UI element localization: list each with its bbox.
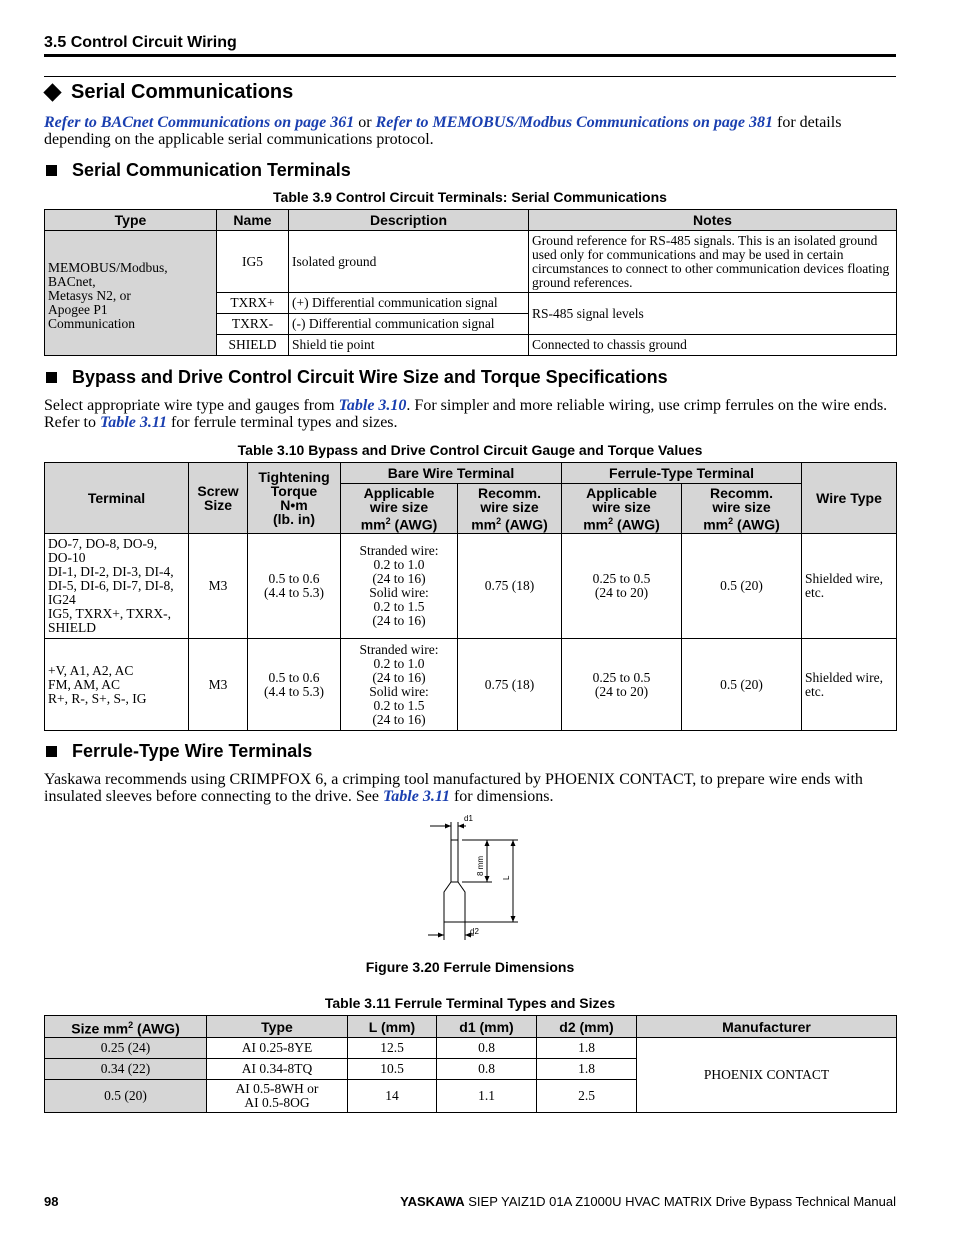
terminal-cell: +V, A1, A2, AC FM, AM, AC R+, R-, S+, S-, IG (45, 639, 189, 731)
bypass-title: Bypass and Drive Control Circuit Wire Size and Torque Specifications (72, 367, 668, 387)
8mm-label: 8 mm (476, 856, 485, 876)
table-row: 0.34 (22) AI 0.34-8TQ 10.5 0.8 1.8 (45, 1059, 897, 1080)
col-terminal: Terminal (45, 463, 189, 534)
col-ferrule-recomm: Recomm. wire size $mm^2$ (AWG) (682, 484, 802, 534)
ferrule-heading (44, 741, 312, 762)
table-row: TXRX- (-) Differential communication signal (45, 314, 897, 335)
col-type: Type (207, 1016, 348, 1038)
col-manufacturer: Manufacturer (637, 1016, 897, 1038)
table-row: TXRX+ (+) Differential communication signal RS-485 signal levels (45, 293, 897, 314)
bacnet-link[interactable]: Refer to BACnet Communications on page 361 (44, 114, 355, 131)
square-bullet-icon (46, 746, 57, 757)
col-bare-applicable: Applicable wire size $mm^2$ (AWG) (341, 484, 458, 534)
terminals-title: Serial Communication Terminals (72, 160, 351, 180)
table-row: SHIELD Shield tie point Connected to chassis ground (45, 335, 897, 356)
table-row: 0.25 (24) AI 0.25-8YE 12.5 0.8 1.8 PHOENIX CONTACT (45, 1038, 897, 1059)
ferrule-dimensions-figure (420, 810, 530, 945)
ferrule-title: Ferrule-Type Wire Terminals (72, 741, 313, 761)
manufacturer-cell: PHOENIX CONTACT (637, 1038, 897, 1113)
col-ferrule-type: Ferrule-Type Terminal (562, 463, 802, 484)
serial-terminals-table (44, 209, 897, 356)
ferrule-intro: Yaskawa recommends using CRIMPFOX 6, a crimping tool manufactured by PHOENIX CONTACT, to prepare wire ends with insulated sleeves before connecting to the drive. See Table 3.11 for dimensions. (44, 771, 863, 805)
footer-manual-title: YASKAWA SIEP YAIZ1D 01A Z1000U HVAC MATRIX Drive Bypass Technical Manual (400, 1194, 896, 1209)
col-d2: d2 (mm) (537, 1016, 637, 1038)
table-row: 0.5 (20) AI 0.5-8WH or AI 0.5-8OG 14 1.1 2.5 (45, 1080, 897, 1113)
col-notes: Notes (529, 210, 897, 231)
square-bullet-icon (46, 372, 57, 383)
diamond-bullet-icon (43, 83, 61, 101)
col-wire-type: Wire Type (802, 463, 897, 534)
table-3-10-caption: Table 3.10 Bypass and Drive Control Circuit Gauge and Torque Values (237, 442, 703, 458)
col-d1: d1 (mm) (437, 1016, 537, 1038)
memobus-link[interactable]: Refer to MEMOBUS/Modbus Communications on page 381 (375, 114, 773, 131)
gauge-torque-table (44, 462, 897, 731)
bypass-heading (44, 367, 668, 388)
section-rule (44, 76, 896, 77)
col-bare-wire: Bare Wire Terminal (341, 463, 562, 484)
col-l: L (mm) (348, 1016, 437, 1038)
ferrule-terminal-table (44, 1015, 897, 1113)
table-row: +V, A1, A2, AC FM, AM, AC R+, R-, S+, S-, IG M3 0.5 to 0.6 (4.4 to 5.3) Stranded wire: 0.2 to 1.0 (24 to 16) Solid wire: 0.2 to 1.5 (24 to 16) 0.75 (18) 0.25 to 0.5 (24 to 20) 0.5 (20) Shielded wire, etc. (45, 639, 897, 731)
serial-heading (44, 81, 293, 104)
d1-label: d1 (464, 814, 473, 823)
header-rule (44, 54, 896, 57)
bypass-intro: Select appropriate wire type and gauges from Table 3.10. For simpler and more reliable wiring, use crimp ferrules on the wire ends. Refer to Table 3.11 for ferrule terminal types and sizes. (44, 397, 888, 431)
d2-label: d2 (470, 927, 479, 936)
col-size: Size $mm^2$ (AWG) (45, 1016, 207, 1038)
figure-3-20-caption: Figure 3.20 Ferrule Dimensions (365, 959, 575, 975)
table-3-11-link[interactable]: Table 3.11 (383, 788, 450, 805)
col-ferrule-applicable: Applicable wire size $mm^2$ (AWG) (562, 484, 682, 534)
type-cell: MEMOBUS/Modbus, BACnet, Metasys N2, or Apogee P1 Communication (45, 231, 217, 356)
L-label: L (502, 875, 511, 880)
col-name: Name (217, 210, 289, 231)
serial-intro: Refer to BACnet Communications on page 361 or Refer to MEMOBUS/Modbus Communications on page 381 for details depending on the applicable serial communications protocol. (44, 114, 842, 148)
col-torque: Tightening Torque N•m (lb. in) (248, 463, 341, 534)
terminals-heading (44, 160, 351, 181)
table-3-9-caption: Table 3.9 Control Circuit Terminals: Serial Communications (273, 189, 667, 205)
section-header: 3.5 Control Circuit Wiring (44, 34, 237, 51)
table-3-11-caption: Table 3.11 Ferrule Terminal Types and Sizes (324, 995, 616, 1011)
square-bullet-icon (46, 165, 57, 176)
terminal-cell: DO-7, DO-8, DO-9, DO-10 DI-1, DI-2, DI-3, DI-4, DI-5, DI-6, DI-7, DI-8, IG24 IG5, TXRX+, TXRX-, SHIELD (45, 534, 189, 639)
serial-title: Serial Communications (71, 81, 294, 103)
col-screw-size: Screw Size (189, 463, 248, 534)
page-number: 98 (44, 1194, 59, 1209)
col-bare-recomm: Recomm. wire size $mm^2$ (AWG) (458, 484, 562, 534)
col-type: Type (45, 210, 217, 231)
col-description: Description (289, 210, 529, 231)
table-3-11-link[interactable]: Table 3.11 (99, 414, 167, 431)
table-row: MEMOBUS/Modbus, BACnet, Metasys N2, or Apogee P1 Communication IG5 Isolated ground Ground reference for RS-485 signals. This is an isolated ground used only for communications and may be used in certain circumstances to connect to other communication devices floating ground references. (45, 231, 897, 293)
table-row: DO-7, DO-8, DO-9, DO-10 DI-1, DI-2, DI-3, DI-4, DI-5, DI-6, DI-7, DI-8, IG24 IG5, TXRX+, TXRX-, SHIELD M3 0.5 to 0.6 (4.4 to 5.3) Stranded wire: 0.2 to 1.0 (24 to 16) Solid wire: 0.2 to 1.5 (24 to 16) 0.75 (18) 0.25 to 0.5 (24 to 20) 0.5 (20) Shielded wire, etc. (45, 534, 897, 639)
table-3-10-link[interactable]: Table 3.10 (338, 397, 407, 414)
